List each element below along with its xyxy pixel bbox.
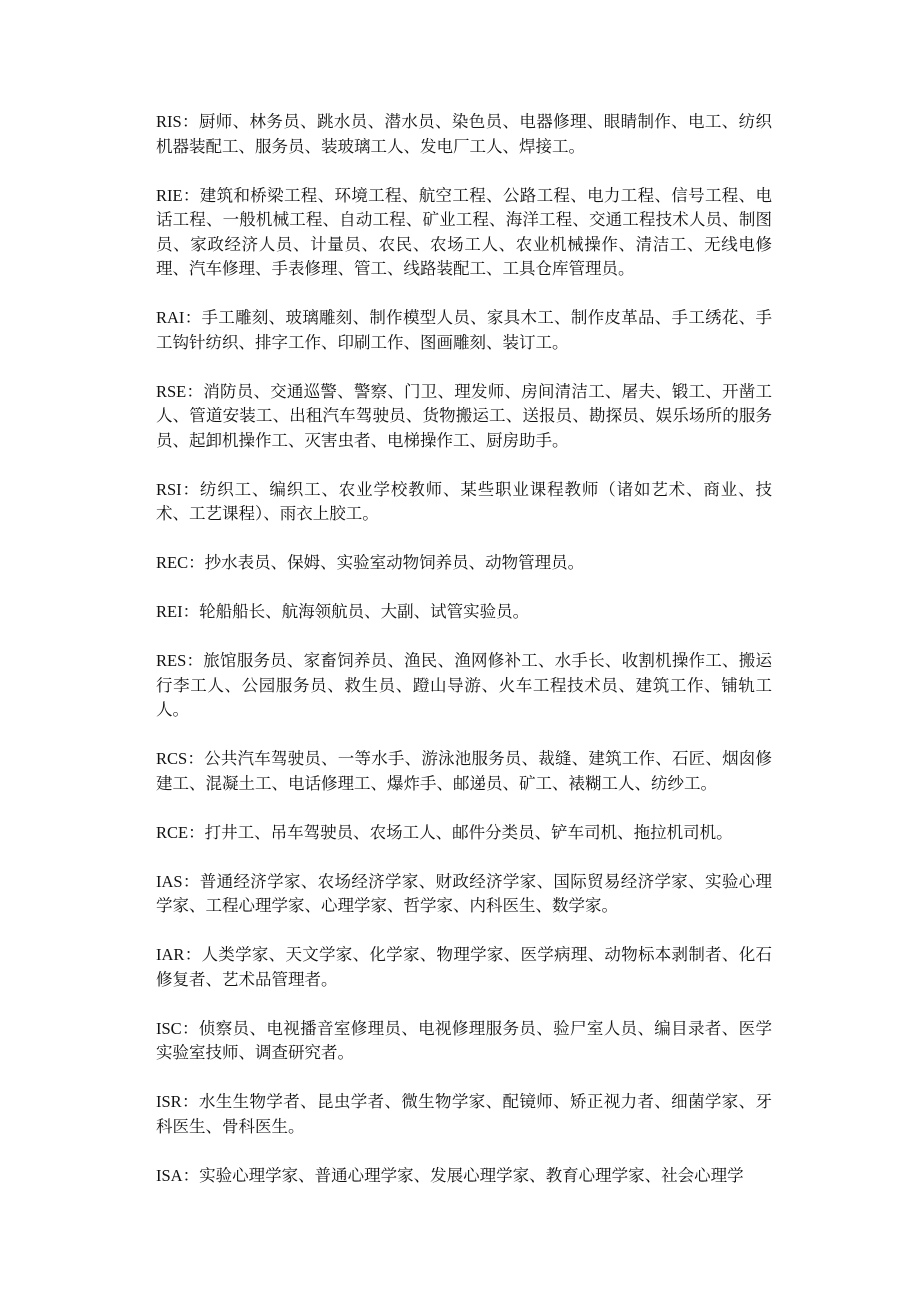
entry-text: 普通经济学家、农场经济学家、财政经济学家、国际贸易经济学家、实验心理学家、工程心理学家、心理学家、哲学家、内科医生、数学家。	[156, 871, 773, 915]
entry-text: 纺织工、编织工、农业学校教师、某些职业课程教师（诸如艺术、商业、技术、工艺课程）、雨衣上胶工。	[156, 479, 772, 523]
entry-code: RES：	[156, 651, 204, 670]
entry-code: RIE：	[156, 185, 200, 205]
entry-code: REI：	[156, 602, 200, 621]
entry-text: 旅馆服务员、家畜饲养员、渔民、渔网修补工、水手长、收割机操作工、搬运行李工人、公园服务员、救生员、蹬山导游、火车工程技术员、建筑工作、铺轨工人。	[156, 651, 772, 719]
entry-ias	[156, 870, 772, 919]
entry-text: 公共汽车驾驶员、一等水手、游泳池服务员、裁缝、建筑工作、石匠、烟囱修建工、混凝土工、电话修理工、爆炸手、邮递员、矿工、裱糊工人、纺纱工。	[156, 749, 773, 793]
entry-code: IAR：	[156, 945, 202, 964]
entry-text: 消防员、交通巡警、警察、门卫、理发师、房间清洁工、屠夫、锻工、开凿工人、管道安装工、出租汽车驾驶员、货物搬运工、送报员、勘探员、娱乐场所的服务员、起卸机操作工、灭害虫者、电梯操作工、厨房助手。	[156, 381, 772, 450]
entry-rai	[156, 306, 772, 355]
entry-code: RIS：	[156, 112, 199, 131]
entry-code: IAS：	[156, 871, 200, 891]
entry-rse	[156, 380, 772, 454]
entry-iar	[156, 943, 772, 992]
entry-rsi	[156, 478, 772, 527]
entry-text: 实验心理学家、普通心理学家、发展心理学家、教育心理学家、社会心理学	[199, 1165, 744, 1185]
entry-text: 厨师、林务员、跳水员、潜水员、染色员、电器修理、眼睛制作、电工、纺织机器装配工、服务员、装玻璃工人、发电厂工人、焊接工。	[156, 112, 773, 156]
document-body	[156, 110, 772, 1213]
entry-code: RSE：	[156, 381, 204, 401]
entry-text: 水生生物学者、昆虫学者、微生物学家、配镜师、矫正视力者、细菌学家、牙科医生、骨科医生。	[156, 1092, 773, 1136]
entry-text: 轮船船长、航海领航员、大副、试管实验员。	[199, 602, 530, 621]
entry-text: 人类学家、天文学家、化学家、物理学家、医学病理、动物标本剥制者、化石修复者、艺术品管理者。	[156, 945, 773, 989]
entry-rei	[156, 600, 772, 625]
entry-code: RAI：	[156, 308, 202, 327]
entry-rie	[156, 184, 772, 282]
entry-isr	[156, 1090, 772, 1139]
entry-text: 手工雕刻、玻璃雕刻、制作模型人员、家具木工、制作皮革品、手工绣花、手工钩针纺织、排字工作、印刷工作、图画雕刻、装订工。	[156, 308, 773, 352]
entry-ris	[156, 110, 772, 159]
entry-rec	[156, 551, 772, 576]
entry-code: RSI：	[156, 479, 200, 499]
entry-text: 建筑和桥梁工程、环境工程、航空工程、公路工程、电力工程、信号工程、电话工程、一般机械工程、自动工程、矿业工程、海洋工程、交通工程技术人员、制图员、家政经济人员、计量员、农民、农场工人、农业机械操作、清洁工、无线电修理、汽车修理、手表修理、管工、线路装配工、工具仓库管理员。	[156, 185, 772, 278]
entry-text: 侦察员、电视播音室修理员、电视修理服务员、验尸室人员、编目录者、医学实验室技师、调查研究者。	[156, 1018, 773, 1062]
entry-isa	[156, 1164, 772, 1189]
entry-isc	[156, 1017, 772, 1066]
entry-res	[156, 649, 772, 723]
entry-rcs	[156, 747, 772, 796]
entry-code: ISA：	[156, 1165, 200, 1185]
entry-code: ISC：	[156, 1018, 199, 1038]
entry-code: RCE：	[156, 822, 205, 842]
entry-rce	[156, 821, 772, 846]
entry-text: 抄水表员、保姆、实验室动物饲养员、动物管理员。	[204, 553, 585, 572]
entry-code: RCS：	[156, 749, 205, 768]
entry-code: REC：	[156, 553, 205, 572]
entry-code: ISR：	[156, 1092, 199, 1111]
entry-text: 打井工、吊车驾驶员、农场工人、邮件分类员、铲车司机、拖拉机司机。	[204, 822, 733, 842]
